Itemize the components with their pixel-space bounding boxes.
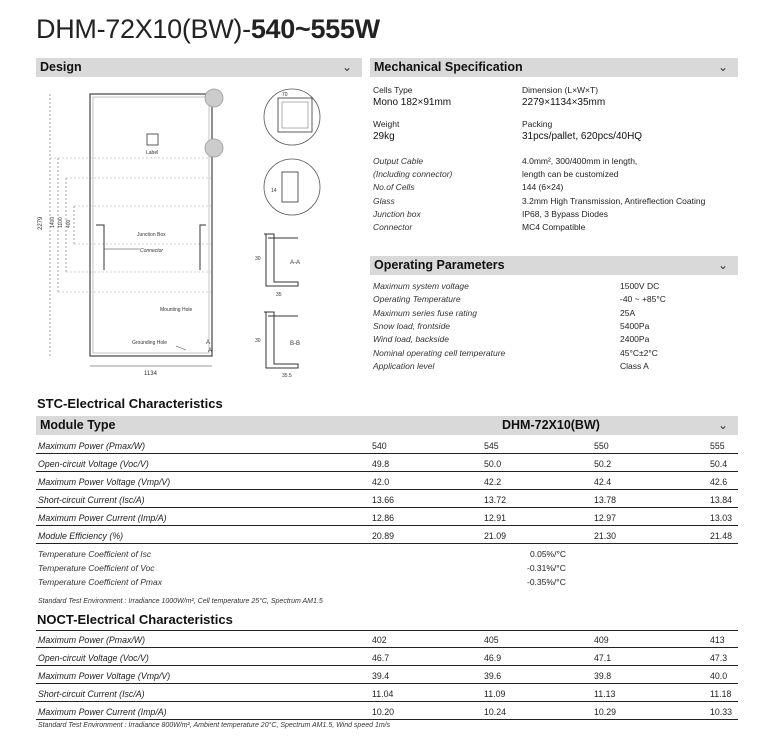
operating-header[interactable] — [370, 256, 738, 275]
stc-note: Standard Test Environment : Irradiance 1000W/m², Cell temperature 25°C, Spectrum AM1.5 — [38, 598, 323, 605]
label-box — [147, 134, 158, 145]
spec-value: length can be customized — [522, 169, 619, 179]
svg-text:A: A — [206, 340, 211, 346]
weight-label: Weight — [373, 119, 400, 129]
param-value: 1500V DC — [620, 281, 660, 291]
table-row: Maximum Power Voltage (Vmp/V) 39.4 39.6 39.8 40.0 — [36, 666, 738, 684]
param-value: 45°C±2°C — [620, 348, 658, 358]
page-title — [36, 14, 380, 45]
mechanical-header-label: Mechanical Specification — [374, 60, 523, 74]
coef-label: Temperature Coefficient of Pmax — [38, 577, 162, 587]
svg-text:30: 30 — [255, 256, 261, 262]
param-value: -40 ~ +85°C — [620, 294, 666, 304]
spec-label: Output Cable — [373, 156, 424, 166]
module-model: DHM-72X10(BW) — [502, 418, 600, 432]
spec-label: Glass — [373, 196, 395, 206]
detail-callout-1 — [205, 89, 223, 107]
spec-value: 144 (6×24) — [522, 182, 564, 192]
table-row: Open-circuit Voltage (Voc/V) 49.8 50.0 50.2 50.4 — [36, 454, 738, 472]
coef-value: 0.05%/°C — [530, 549, 567, 559]
table-row: Short-circuit Current (Isc/A) 11.04 11.09 11.13 11.18 — [36, 684, 738, 702]
model-name: DHM-72X10(BW)- — [36, 14, 251, 44]
svg-text:400: 400 — [66, 219, 72, 228]
svg-text:Junction Box: Junction Box — [137, 232, 166, 238]
param-label: Application level — [373, 361, 435, 371]
noct-note: Standard Test Environment : Irradiance 800W/m², Ambient temperature 20°C, Spectrum AM1.5, Wind speed 1m/s — [38, 722, 391, 729]
coef-value: -0.35%/°C — [527, 577, 566, 587]
svg-text:A: A — [208, 348, 213, 354]
param-label: Operating Temperature — [373, 294, 461, 304]
svg-text:35: 35 — [276, 292, 282, 298]
table-row: Maximum Power (Pmax/W) 540 545 550 555 — [36, 436, 738, 454]
param-value: 2400Pa — [620, 334, 650, 344]
chevron-down-icon[interactable]: ⌄ — [717, 258, 728, 272]
spec-label: (Including connector) — [373, 169, 453, 179]
packing-label: Packing — [522, 119, 553, 129]
panel-outline — [90, 94, 212, 356]
chevron-down-icon[interactable]: ⌄ — [341, 60, 352, 74]
cells-type-value: Mono 182×91mm — [373, 97, 452, 108]
table-row: Short-circuit Current (Isc/A) 13.66 13.72 13.78 13.84 — [36, 490, 738, 508]
design-header[interactable] — [36, 58, 362, 77]
detail-callout-2 — [205, 139, 223, 157]
noct-title: NOCT-Electrical Characteristics — [37, 612, 233, 627]
module-type-header[interactable] — [36, 416, 738, 435]
table-row: Maximum Power Voltage (Vmp/V) 42.0 42.2 42.4 42.6 — [36, 472, 738, 490]
param-value: 25A — [620, 308, 636, 318]
svg-text:30: 30 — [255, 338, 261, 344]
param-label: Wind load, backside — [373, 334, 449, 344]
coef-value: -0.31%/°C — [527, 563, 566, 573]
spec-value: 4.0mm², 300/400mm in length, — [522, 156, 638, 166]
mechanical-header[interactable] — [370, 58, 738, 77]
svg-text:70: 70 — [282, 92, 288, 98]
cells-type-label: Cells Type — [373, 85, 413, 95]
spec-label: No.of Cells — [373, 182, 415, 192]
table-row: Maximum Power Current (Imp/A) 10.20 10.24 10.29 10.33 — [36, 702, 738, 720]
param-label: Nominal operating cell temperature — [373, 348, 506, 358]
svg-text:Mounting Hole: Mounting Hole — [160, 307, 193, 313]
table-row: Module Efficiency (%) 20.89 21.09 21.30 21.48 — [36, 526, 738, 544]
dimension-label: Dimension (L×W×T) — [522, 85, 599, 95]
spec-value: MC4 Compatible — [522, 222, 586, 232]
param-label: Snow load, frontside — [373, 321, 451, 331]
param-label: Maximum series fuse rating — [373, 308, 477, 318]
svg-text:14: 14 — [271, 188, 277, 194]
coef-label: Temperature Coefficient of Isc — [38, 549, 152, 559]
height-dim: 2279 — [38, 216, 44, 230]
spec-value: 3.2mm High Transmission, Antireflection Coating — [522, 196, 706, 206]
svg-text:A-A: A-A — [290, 260, 301, 266]
stc-title: STC-Electrical Characteristics — [37, 396, 223, 411]
param-label: Maximum system voltage — [373, 281, 469, 291]
operating-header-label: Operating Parameters — [374, 258, 505, 272]
chevron-down-icon[interactable]: ⌄ — [717, 418, 728, 432]
table-row: Open-circuit Voltage (Voc/V) 46.7 46.9 47.1 47.3 — [36, 648, 738, 666]
svg-text:Grounding Hole: Grounding Hole — [132, 340, 168, 346]
design-drawing — [36, 80, 364, 380]
param-value: Class A — [620, 361, 649, 371]
svg-text:1100: 1100 — [58, 217, 64, 228]
spec-label: Connector — [373, 222, 413, 232]
param-value: 5400Pa — [620, 321, 650, 331]
svg-text:Label: Label — [146, 150, 159, 156]
weight-value: 29kg — [373, 131, 395, 142]
packing-value: 31pcs/pallet, 620pcs/40HQ — [522, 131, 643, 142]
table-row: Maximum Power (Pmax/W) 402 405 409 413 — [36, 630, 738, 648]
svg-text:Connector: Connector — [140, 248, 164, 254]
table-row: Maximum Power Current (Imp/A) 12.86 12.91 12.97 13.03 — [36, 508, 738, 526]
module-type-label: Module Type — [40, 418, 116, 432]
width-dim: 1134 — [144, 371, 157, 377]
spec-value: IP68, 3 Bypass Diodes — [522, 209, 608, 219]
coef-label: Temperature Coefficient of Voc — [38, 563, 155, 573]
power-range: 540~555W — [250, 14, 380, 44]
svg-text:35.5: 35.5 — [282, 373, 292, 379]
dimension-value: 2279×1134×35mm — [522, 97, 606, 108]
design-header-label: Design — [40, 60, 82, 74]
chevron-down-icon[interactable]: ⌄ — [717, 60, 728, 74]
svg-text:B-B: B-B — [290, 341, 301, 347]
spec-label: Junction box — [373, 209, 421, 219]
svg-text:1400: 1400 — [50, 216, 56, 228]
